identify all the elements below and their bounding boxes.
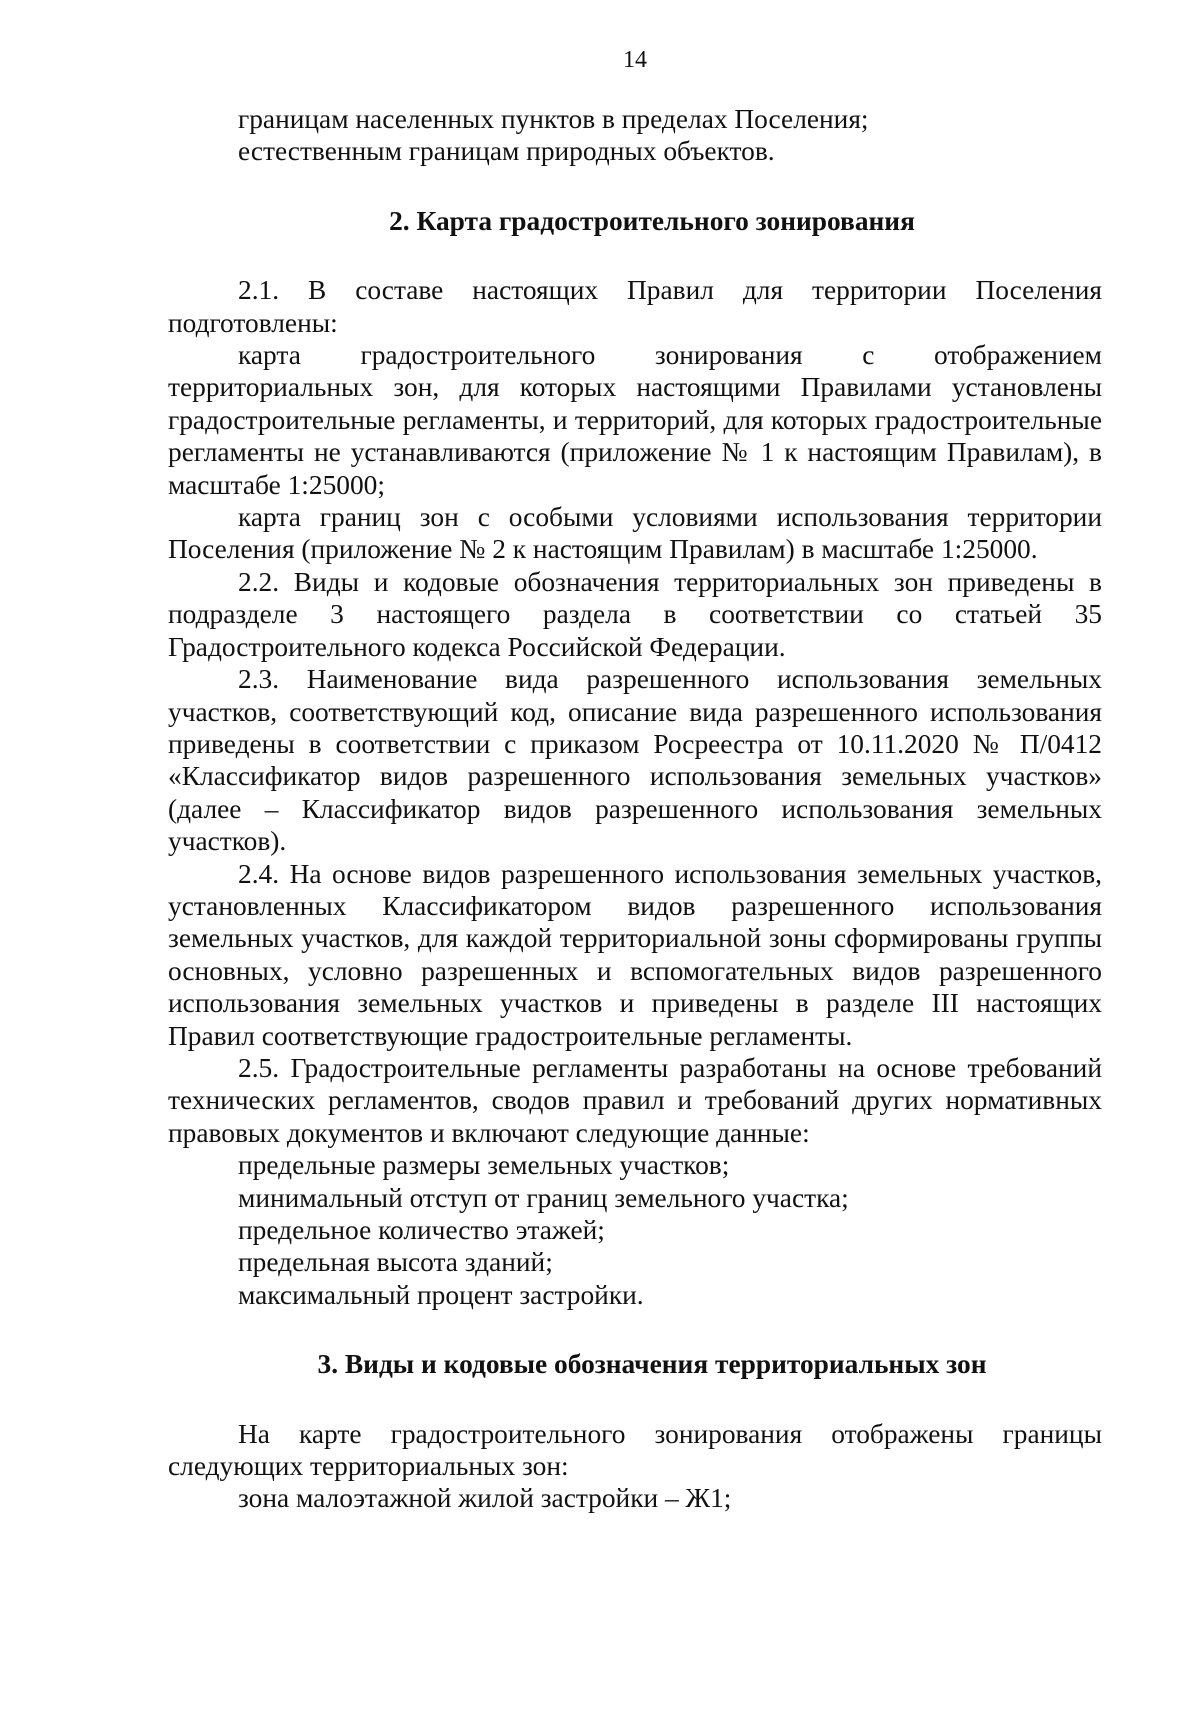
regulation-list-item: предельное количество этажей; xyxy=(238,1215,605,1245)
paragraph-2-1-map-zoning: карта градостроительного зонирования с отображением территориальных зон, для которых настоящими Правилами установлены градостроительные регламенты, и территорий, для которых градостроительные регламенты не устанавливаются (приложение № 1 к настоящим Правилам), в масштабе 1:25000; xyxy=(168,340,1102,500)
section-3-paragraph: На карте градостроительного зонирования отображены границы следующих территориальных зон: xyxy=(168,1418,1102,1482)
page-body xyxy=(168,103,1102,1515)
regulation-list-item: минимальный отступ от границ земельного участка; xyxy=(238,1182,849,1213)
regulation-list-item: предельные размеры земельных участков; xyxy=(238,1150,730,1181)
section-2-heading: 2. Карта градостроительного зонирования xyxy=(389,205,915,236)
section-3-heading: 3. Виды и кодовые обозначения территориальных зон xyxy=(317,1349,987,1380)
paragraph-2-3: 2.3. Наименование вида разрешенного использования земельных участков, соответствующий код, описание вида разрешенного использования приведены в соответствии с приказом Росреестра от 10.11.2020 № П/0412 «Классификатор видов разрешенного использования земельных участков» (далее – Классификатор видов разрешенного использования земельных участков). xyxy=(168,664,1102,857)
paragraph-2-2: 2.2. Виды и кодовые обозначения территориальных зон приведены в подразделе 3 настоящего раздела в соответствии со статьей 35 Градостроительного кодекса Российской Федерации. xyxy=(168,566,1102,662)
regulation-list-item: предельная высота зданий; xyxy=(238,1247,553,1278)
paragraph-2-5: 2.5. Градостроительные регламенты разработаны на основе требований технических регламентов, сводов правил и требований других нормативных правовых документов и включают следующие данные: xyxy=(168,1052,1102,1148)
paragraph-2-1: 2.1. В составе настоящих Правил для территории Поселения подготовлены: xyxy=(168,275,1102,338)
zone-list-item: зона малоэтажной жилой застройки – Ж1; xyxy=(238,1483,732,1514)
regulation-list-item: максимальный процент застройки. xyxy=(238,1279,644,1310)
intro-item: естественным границам природных объектов. xyxy=(238,136,775,167)
intro-item: границам населенных пунктов в пределах Поселения; xyxy=(238,104,869,134)
paragraph-2-1-map-zones: карта границ зон с особыми условиями использования территории Поселения (приложение № 2 к настоящим Правилам) в масштабе 1:25000. xyxy=(168,502,1102,565)
paragraph-2-4: 2.4. На основе видов разрешенного использования земельных участков, установленных Классификатором видов разрешенного использования земельных участков, для каждой территориальной зоны сформированы группы основных, условно разрешенных и вспомогательных видов разрешенного использования земельных участков и приведены в разделе III настоящих Правил соответствующие градостроительные регламенты. xyxy=(168,858,1102,1051)
page-number: 14 xyxy=(623,47,647,73)
